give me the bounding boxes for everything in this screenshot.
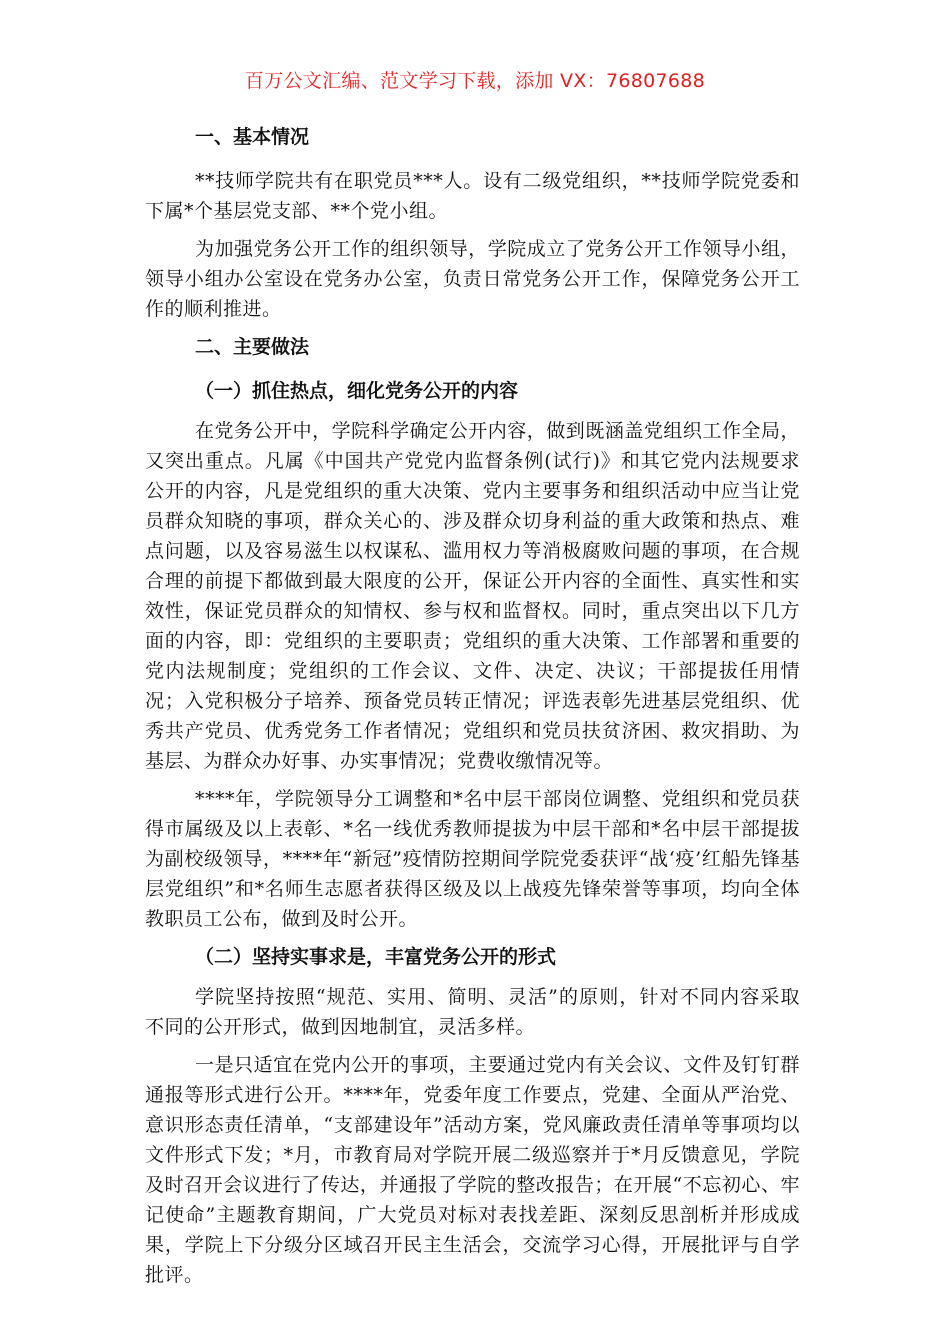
paragraph: 为加强党务公开工作的组织领导，学院成立了党务公开工作领导小组，领导小组办公室设在党务办公室，负责日常党务公开工作，保障党务公开工作的顺利推进。 xyxy=(145,238,800,320)
subsection-heading-content: （一）抓住热点，细化党务公开的内容 xyxy=(195,380,519,402)
paragraph: 一是只适宜在党内公开的事项，主要通过党内有关会议、文件及钉钉群通报等形式进行公开。****年，党委年度工作要点，党建、全面从严治党、意识形态责任清单，“支部建设年”活动方案，党风廉政责任清单等事项均以文件形式下发；*月，市教育局对学院开展二级巡察并于*月反馈意见，学院及时召开会议进行了传达，并通报了学院的整改报告；在开展“不忘初心、牢记使命”主题教育期间，广大党员对标对表找差距、深刻反思剖析并形成成果，学院上下分级分区域召开民主生活会，交流学习心得，开展批评与自学批评。 xyxy=(145,1054,800,1286)
watermark-banner: 百万公文汇编、范文学习下载，添加 VX：76807688 xyxy=(244,70,706,92)
section-heading-main-practices: 二、主要做法 xyxy=(195,336,310,358)
section-heading-basic-situation: 一、基本情况 xyxy=(195,126,310,148)
paragraph: 学院坚持按照“规范、实用、简明、灵活”的原则，针对不同内容采取不同的公开形式，做到因地制宜，灵活多样。 xyxy=(145,986,800,1038)
paragraph: ****年，学院领导分工调整和*名中层干部岗位调整、党组织和党员获得市属级及以上表彰、*名一线优秀教师提拔为中层干部和*名中层干部提拔为副校级领导，****年“新冠”疫情防控期间学院党委获评“战‘疫’红船先锋基层党组织”和*名师生志愿者获得区级及以上战疫先锋荣誉等事项，均向全体教职员工公布，做到及时公开。 xyxy=(145,788,800,930)
document-body xyxy=(145,122,800,1298)
paragraph: **技师学院共有在职党员***人。设有二级党组织，**技师学院党委和下属*个基层党支部、**个党小组。 xyxy=(145,170,800,222)
subsection-heading-form: （二）坚持实事求是，丰富党务公开的形式 xyxy=(195,946,557,968)
paragraph: 在党务公开中，学院科学确定公开内容，做到既涵盖党组织工作全局，又突出重点。凡属《中国共产党党内监督条例(试行)》和其它党内法规要求公开的内容，凡是党组织的重大决策、党内主要事务和组织活动中应当让党员群众知晓的事项，群众关心的、涉及群众切身利益的重大政策和热点、难点问题，以及容易滋生以权谋私、滥用权力等消极腐败问题的事项，在合规合理的前提下都做到最大限度的公开，保证公开内容的全面性、真实性和实效性，保证党员群众的知情权、参与权和监督权。同时，重点突出以下几方面的内容，即：党组织的主要职责；党组织的重大决策、工作部署和重要的党内法规制度；党组织的工作会议、文件、决定、决议；干部提拔任用情况；入党积极分子培养、预备党员转正情况；评选表彰先进基层党组织、优秀共产党员、优秀党务工作者情况；党组织和党员扶贫济困、救灾捐助、为基层、为群众办好事、办实事情况；党费收缴情况等。 xyxy=(145,420,800,772)
